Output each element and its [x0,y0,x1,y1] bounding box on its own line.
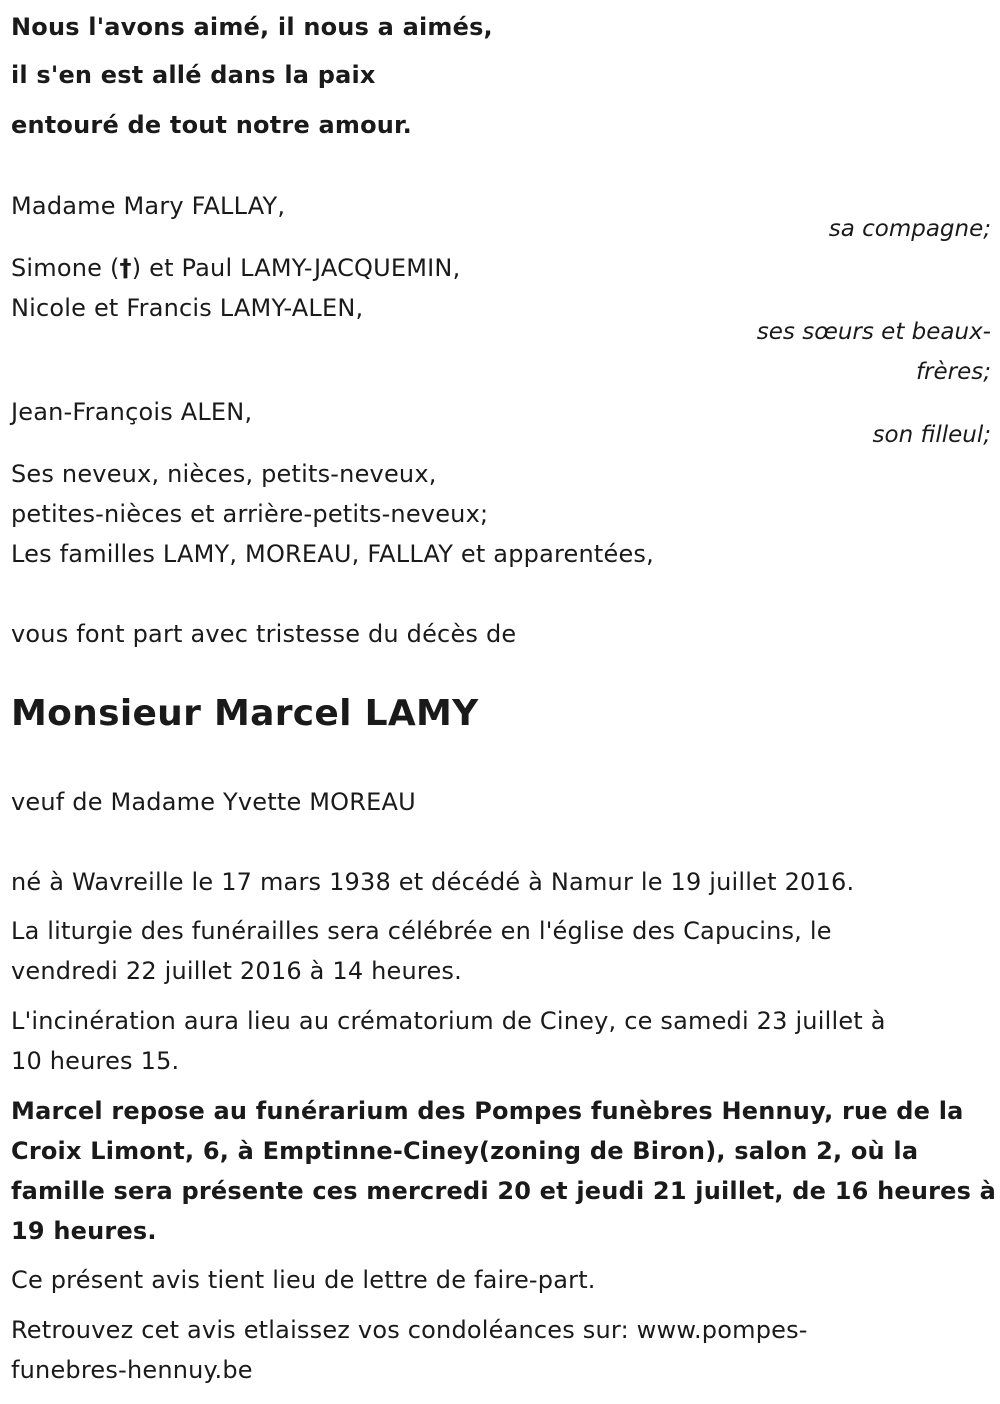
rest-line-3: famille sera présente ces mercredi 20 et jeudi 21 juillet, de 16 heures à [11,1177,997,1205]
cross-icon: † [119,254,132,282]
birth-death: né à Wavreille le 17 mars 1938 et décédé à Namur le 19 juillet 2016. [11,868,855,896]
intro-line-3: entouré de tout notre amour. [11,111,412,139]
rest-line-4: 19 heures. [11,1217,157,1245]
announcement-text: vous font part avec tristesse du décès de [11,620,517,648]
cremation-line-1: L'incinération aura lieu au crématorium de Ciney, ce samedi 23 juillet à [11,1007,886,1035]
condolences-line-2: funebres-hennuy.be [11,1356,253,1384]
relatives-line-3: Les familles LAMY, MOREAU, FALLAY et apparentées, [11,540,654,568]
sibling-line-1 [11,248,460,288]
sibling1-prefix: Simone ( [11,254,120,282]
rest-line-1: Marcel repose au funérarium des Pompes funèbres Hennuy, rue de la [11,1097,964,1125]
godson-role: son filleul; [872,422,991,448]
siblings-role-line-1: ses sœurs et beaux- [756,319,991,345]
condolences-line-1: Retrouvez cet avis etlaissez vos condoléances sur: www.pompes- [11,1316,808,1344]
deceased-name: Monsieur Marcel LAMY [11,693,479,734]
intro-line-2: il s'en est allé dans la paix [11,61,376,89]
liturgy-line-1: La liturgie des funérailles sera célébrée en l'église des Capucins, le [11,917,832,945]
liturgy-line-2: vendredi 22 juillet 2016 à 14 heures. [11,957,462,985]
companion-name: Madame Mary FALLAY, [11,192,286,220]
sibling-line-2: Nicole et Francis LAMY-ALEN, [11,294,364,322]
companion-role: sa compagne; [828,216,991,242]
rest-line-2: Croix Limont, 6, à Emptinne-Ciney(zoning de Biron), salon 2, où la [11,1137,919,1165]
relatives-line-2: petites-nièces et arrière-petits-neveux; [11,500,489,528]
widower-of: veuf de Madame Yvette MOREAU [11,788,416,816]
faire-part-notice: Ce présent avis tient lieu de lettre de faire-part. [11,1266,596,1294]
intro-line-1: Nous l'avons aimé, il nous a aimés, [11,13,493,41]
godson-name: Jean-François ALEN, [11,398,253,426]
cremation-line-2: 10 heures 15. [11,1047,180,1075]
sibling1-suffix: ) et Paul LAMY-JACQUEMIN, [131,254,461,282]
relatives-line-1: Ses neveux, nièces, petits-neveux, [11,460,437,488]
siblings-role-line-2: frères; [915,359,991,385]
